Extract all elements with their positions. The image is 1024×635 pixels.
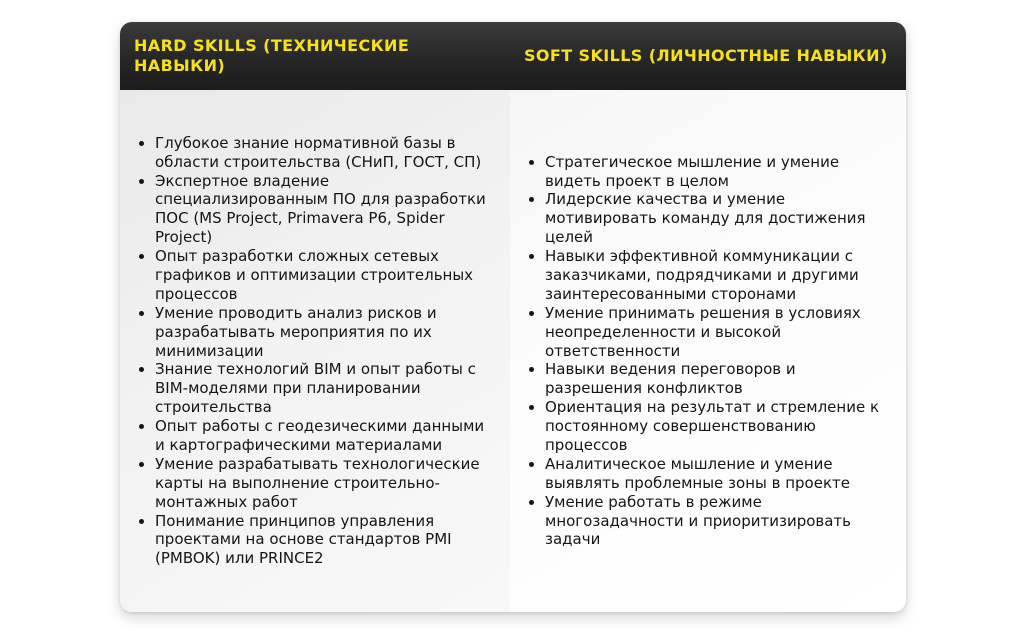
hard-skills-list bbox=[138, 134, 490, 568]
skill-list-item: • Экспертное владение специализированным ПО для разработки ПОС (MS Project, Primavera P6, Spider Project) bbox=[155, 172, 490, 248]
hard-skills-header-label: HARD SKILLS (ТЕХНИЧЕСКИЕ НАВЫКИ) bbox=[134, 36, 410, 75]
soft-skills-header-label: SOFT SKILLS (ЛИЧНОСТНЫЕ НАВЫКИ) bbox=[524, 46, 888, 65]
skill-list-item: • Навыки ведения переговоров и разрешения конфликтов bbox=[545, 360, 886, 398]
skill-list-item: • Умение разрабатывать технологические карты на выполнение строительно-монтажных работ bbox=[155, 455, 490, 512]
soft-skills-list bbox=[528, 153, 886, 550]
skill-list-item: • Ориентация на результат и стремление к постоянному совершенствованию процессов bbox=[545, 398, 886, 455]
soft-skills-cell bbox=[510, 90, 906, 612]
hard-skills-cell bbox=[120, 90, 510, 612]
skill-list-item: • Умение проводить анализ рисков и разрабатывать мероприятия по их минимизации bbox=[155, 304, 490, 361]
skill-list-item: • Лидерские качества и умение мотивировать команду для достижения целей bbox=[545, 190, 886, 247]
skill-list-item: • Аналитическое мышление и умение выявлять проблемные зоны в проекте bbox=[545, 455, 886, 493]
skill-list-item: • Глубокое знание нормативной базы в области строительства (СНиП, ГОСТ, СП) bbox=[155, 134, 490, 172]
skill-list-item: • Навыки эффективной коммуникации с заказчиками, подрядчиками и другими заинтересованными сторонами bbox=[545, 247, 886, 304]
skill-list-item: • Умение принимать решения в условиях неопределенности и высокой ответственности bbox=[545, 304, 886, 361]
table-body-row bbox=[120, 90, 906, 612]
skills-comparison-table bbox=[120, 22, 906, 612]
skill-list-item: • Стратегическое мышление и умение видеть проект в целом bbox=[545, 153, 886, 191]
skill-list-item: • Опыт разработки сложных сетевых графиков и оптимизации строительных процессов bbox=[155, 247, 490, 304]
skill-list-item: • Умение работать в режиме многозадачности и приоритизировать задачи bbox=[545, 493, 886, 550]
soft-skills-header bbox=[510, 22, 906, 90]
table-header-row bbox=[120, 22, 906, 90]
hard-skills-header bbox=[120, 22, 510, 90]
skill-list-item: • Знание технологий BIM и опыт работы с BIM-моделями при планировании строительства bbox=[155, 360, 490, 417]
skill-list-item: • Опыт работы с геодезическими данными и картографическими материалами bbox=[155, 417, 490, 455]
skill-list-item: • Понимание принципов управления проектами на основе стандартов PMI (PMBOK) или PRINCE2 bbox=[155, 512, 490, 569]
